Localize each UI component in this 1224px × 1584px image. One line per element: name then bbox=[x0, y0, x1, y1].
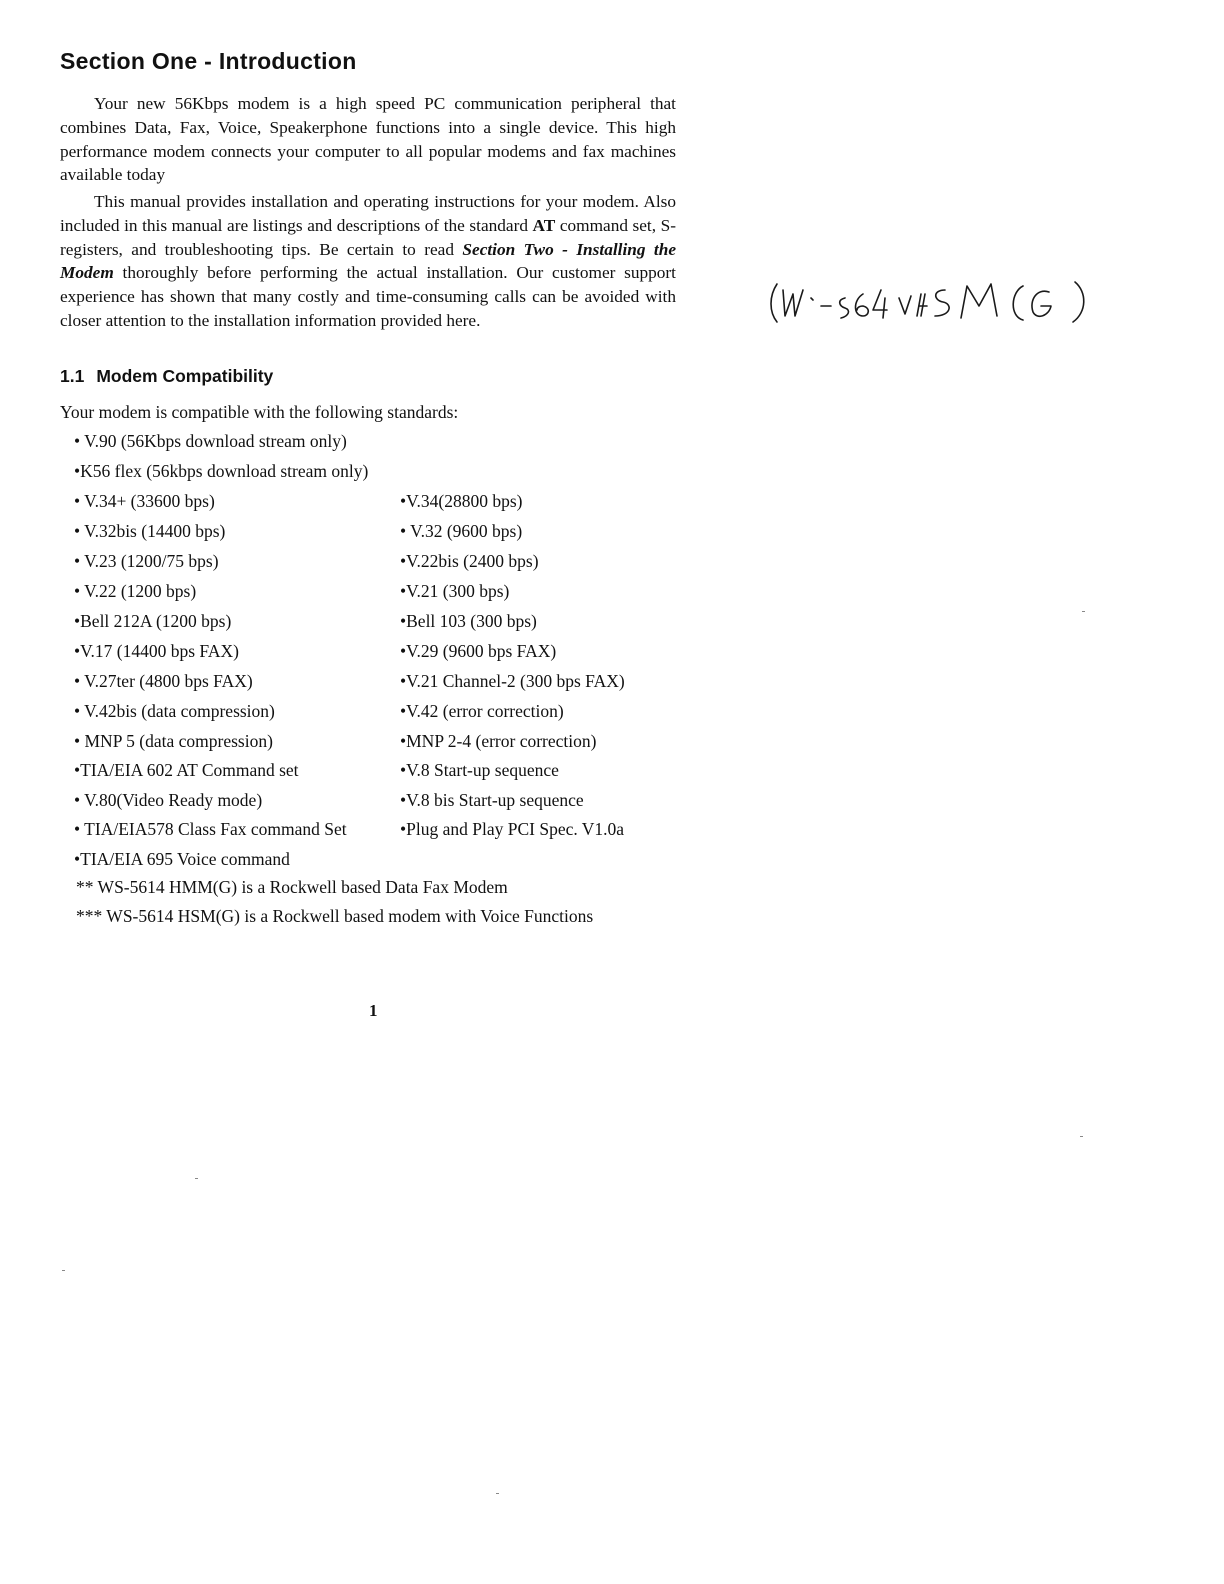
standard-item: •V.17 (14400 bps FAX) bbox=[74, 641, 239, 661]
page-number: 1 bbox=[369, 1001, 378, 1020]
section-reference: Section Two - Installing the Modem bbox=[60, 239, 677, 283]
standard-item: •V.22bis (2400 bps) bbox=[400, 551, 539, 571]
standard-item: •V.8 bis Start-up sequence bbox=[400, 790, 584, 810]
standard-item: •V.34(28800 bps) bbox=[400, 491, 523, 511]
scan-speck bbox=[496, 1493, 499, 1494]
scan-speck bbox=[1080, 1136, 1083, 1137]
standard-item: • V.22 (1200 bps) bbox=[74, 581, 197, 601]
standard-item: •TIA/EIA 695 Voice command bbox=[74, 849, 290, 869]
section-title: Section One - Introduction bbox=[60, 48, 357, 74]
at-command-term: AT bbox=[532, 215, 556, 235]
scan-speck bbox=[195, 1178, 198, 1179]
model-note: ** WS-5614 HMM(G) is a Rockwell based Data Fax Modem bbox=[76, 877, 508, 897]
manual-paragraph bbox=[60, 190, 676, 333]
scan-speck bbox=[1082, 611, 1085, 612]
standard-item: • V.23 (1200/75 bps) bbox=[74, 551, 219, 571]
standard-item: • V.32 (9600 bps) bbox=[400, 521, 523, 541]
standard-item: • V.90 (56Kbps download stream only) bbox=[74, 431, 347, 451]
standard-item: •K56 flex (56kbps download stream only) bbox=[74, 461, 369, 481]
standard-item: •V.21 Channel-2 (300 bps FAX) bbox=[400, 671, 625, 691]
compatibility-intro: Your modem is compatible with the following standards: bbox=[60, 402, 459, 422]
handwritten-annotation bbox=[765, 276, 1095, 326]
standard-item: •Plug and Play PCI Spec. V1.0a bbox=[400, 819, 625, 839]
standard-item: •Bell 212A (1200 bps) bbox=[74, 611, 232, 631]
subsection-number: 1.1 bbox=[60, 366, 85, 386]
standard-item: • V.80(Video Ready mode) bbox=[74, 790, 263, 810]
subsection-title: Modem Compatibility bbox=[96, 366, 274, 386]
standard-item: • TIA/EIA578 Class Fax command Set bbox=[74, 819, 347, 839]
intro-paragraph: Your new 56Kbps modem is a high speed PC communication peripheral that combines Data, Fax, Voice, Speakerphone functions into a single device. This high performance modem connects your computer to all popular modems and fax machines available today bbox=[60, 94, 676, 185]
standard-item: •V.29 (9600 bps FAX) bbox=[400, 641, 557, 661]
standard-item: • V.42bis (data compression) bbox=[74, 701, 275, 721]
standard-item: •Bell 103 (300 bps) bbox=[400, 611, 537, 631]
paragraph-text: This manual provides installation and operating instructions for your modem. Also included in this manual are listings and descriptions of the standard bbox=[60, 192, 676, 235]
standard-item: •V.42 (error correction) bbox=[400, 701, 564, 721]
standard-item: •V.8 Start-up sequence bbox=[400, 760, 559, 780]
model-note: *** WS-5614 HSM(G) is a Rockwell based modem with Voice Functions bbox=[76, 906, 594, 926]
standard-item: • V.34+ (33600 bps) bbox=[74, 491, 215, 511]
standard-item: • V.32bis (14400 bps) bbox=[74, 521, 226, 541]
standard-item: • V.27ter (4800 bps FAX) bbox=[74, 671, 253, 691]
standard-item: • MNP 5 (data compression) bbox=[74, 731, 273, 751]
standard-item: •MNP 2-4 (error correction) bbox=[400, 731, 597, 751]
standard-item: •TIA/EIA 602 AT Command set bbox=[74, 760, 299, 780]
paragraph-text: command set, S-registers, and troubleshooting tips. Be certain to read bbox=[60, 215, 676, 259]
standard-item: •V.21 (300 bps) bbox=[400, 581, 510, 601]
paragraph-text: thoroughly before performing the actual installation. Our customer support experience has shown that many costly and time-consuming calls can be avoided with closer attention to the installation information provided here. bbox=[60, 263, 676, 330]
scan-speck bbox=[62, 1270, 65, 1271]
subsection-heading bbox=[60, 366, 273, 387]
